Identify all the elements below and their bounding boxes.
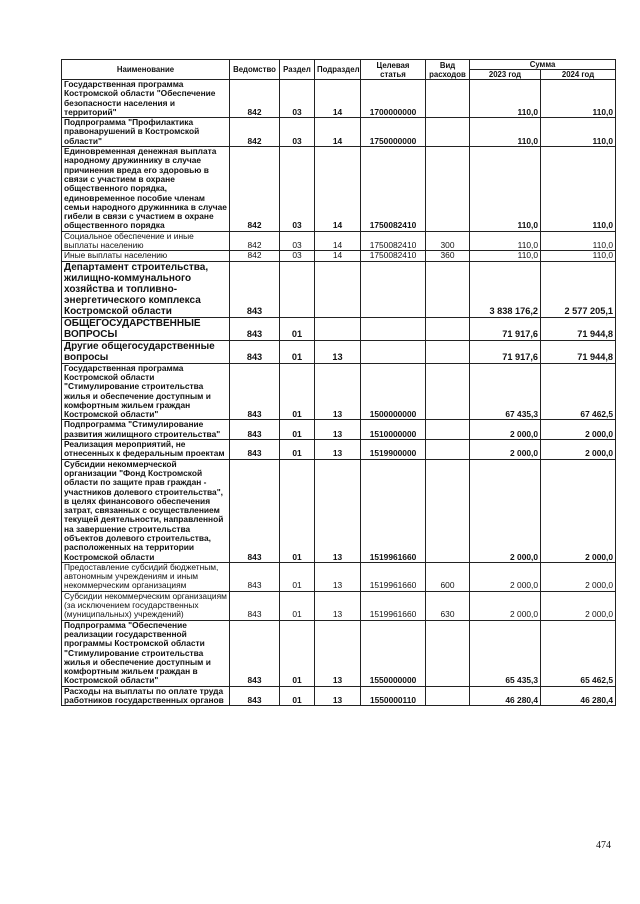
row-ministry: 843 [230, 620, 280, 686]
row-ministry: 843 [230, 317, 280, 340]
table-row [62, 231, 616, 251]
row-ministry: 842 [230, 118, 280, 147]
row-sum-2024: 2 577 205,1 [541, 261, 616, 317]
row-exp-type: 300 [426, 231, 470, 251]
row-section: 01 [280, 686, 315, 706]
row-ministry: 843 [230, 420, 280, 440]
row-sum-2023: 67 435,3 [470, 363, 541, 420]
row-sum-2023: 2 000,0 [470, 562, 541, 591]
row-section: 03 [280, 251, 315, 261]
row-exp-type [426, 686, 470, 706]
row-exp-type [426, 620, 470, 686]
row-exp-type [426, 440, 470, 460]
row-sum-2024: 67 462,5 [541, 363, 616, 420]
row-subsection: 13 [315, 459, 361, 562]
row-sum-2024: 2 000,0 [541, 591, 616, 620]
row-sum-2023: 2 000,0 [470, 440, 541, 460]
row-target: 1519961660 [361, 591, 426, 620]
row-subsection [315, 317, 361, 340]
row-sum-2023: 46 280,4 [470, 686, 541, 706]
row-name: Субсидии некоммерческим организациям (за исключением государственных (муниципальных) учреждений) [62, 591, 230, 620]
row-target: 1750082410 [361, 147, 426, 232]
row-target: 1700000000 [361, 80, 426, 118]
row-exp-type [426, 340, 470, 363]
row-exp-type: 360 [426, 251, 470, 261]
row-name: Подпрограмма "Профилактика правонарушений в Костромской области" [62, 118, 230, 147]
row-ministry: 843 [230, 591, 280, 620]
row-exp-type [426, 261, 470, 317]
row-target [361, 261, 426, 317]
row-target [361, 317, 426, 340]
row-sum-2023: 2 000,0 [470, 591, 541, 620]
table-row [62, 459, 616, 562]
table-row [62, 251, 616, 261]
row-exp-type [426, 118, 470, 147]
header-exp-type: Вид расходов [426, 60, 470, 80]
row-section [280, 261, 315, 317]
header-section: Раздел [280, 60, 315, 80]
row-target: 1750082410 [361, 251, 426, 261]
row-exp-type: 630 [426, 591, 470, 620]
row-sum-2024: 71 944,8 [541, 317, 616, 340]
row-sum-2024: 110,0 [541, 251, 616, 261]
table-row [62, 420, 616, 440]
row-section: 01 [280, 591, 315, 620]
row-name: Государственная программа Костромской области "Обеспечение безопасности населения и территорий" [62, 80, 230, 118]
row-sum-2023: 110,0 [470, 147, 541, 232]
row-target: 1750082410 [361, 231, 426, 251]
row-ministry: 843 [230, 562, 280, 591]
row-subsection: 13 [315, 363, 361, 420]
row-subsection: 14 [315, 118, 361, 147]
row-subsection: 13 [315, 686, 361, 706]
table-row [62, 340, 616, 363]
row-target: 1750000000 [361, 118, 426, 147]
table-row [62, 261, 616, 317]
row-name: Реализация мероприятий, не отнесенных к федеральным проектам [62, 440, 230, 460]
row-sum-2023: 2 000,0 [470, 420, 541, 440]
row-section: 01 [280, 562, 315, 591]
row-ministry: 843 [230, 363, 280, 420]
row-section: 03 [280, 80, 315, 118]
row-section: 01 [280, 459, 315, 562]
row-ministry: 842 [230, 80, 280, 118]
row-sum-2024: 110,0 [541, 80, 616, 118]
row-target [361, 340, 426, 363]
row-sum-2023: 71 917,6 [470, 317, 541, 340]
row-subsection: 13 [315, 440, 361, 460]
row-name: Подпрограмма "Обеспечение реализации государственной программы Костромской области "Стимулирование строительства жилья и обеспечение доступным и комфортным жильем граждан в Костромской области" [62, 620, 230, 686]
row-target: 1519961660 [361, 459, 426, 562]
row-subsection: 13 [315, 340, 361, 363]
row-name: Другие общегосударственные вопросы [62, 340, 230, 363]
row-ministry: 842 [230, 251, 280, 261]
row-subsection: 13 [315, 562, 361, 591]
row-exp-type [426, 363, 470, 420]
row-name: Единовременная денежная выплата народному дружиннику в случае причинения вреда его здоровью в связи с участием в охране общественного порядка, единовременное пособие членам семьи народного дружинника в случае гибели в связи с участием в охране общественного порядка [62, 147, 230, 232]
row-section: 03 [280, 147, 315, 232]
row-subsection: 13 [315, 620, 361, 686]
row-exp-type: 600 [426, 562, 470, 591]
table-row [62, 118, 616, 147]
row-sum-2024: 2 000,0 [541, 459, 616, 562]
table-row [62, 147, 616, 232]
table-row [62, 80, 616, 118]
row-sum-2023: 110,0 [470, 251, 541, 261]
row-sum-2024: 2 000,0 [541, 420, 616, 440]
header-sum: Сумма [470, 60, 616, 70]
row-name: Департамент строительства, жилищно-коммунального хозяйства и топливно-энергетического комплекса Костромской области [62, 261, 230, 317]
row-sum-2024: 110,0 [541, 147, 616, 232]
row-name: Подпрограмма "Стимулирование развития жилищного строительства" [62, 420, 230, 440]
row-ministry: 842 [230, 231, 280, 251]
row-sum-2024: 110,0 [541, 231, 616, 251]
row-subsection: 14 [315, 147, 361, 232]
row-ministry: 842 [230, 147, 280, 232]
row-target: 1510000000 [361, 420, 426, 440]
table-row [62, 591, 616, 620]
row-sum-2024: 2 000,0 [541, 440, 616, 460]
row-subsection: 14 [315, 251, 361, 261]
row-ministry: 843 [230, 440, 280, 460]
row-ministry: 843 [230, 686, 280, 706]
row-sum-2023: 65 435,3 [470, 620, 541, 686]
header-subsection: Подраздел [315, 60, 361, 80]
row-ministry: 843 [230, 261, 280, 317]
table-row [62, 562, 616, 591]
row-subsection: 13 [315, 420, 361, 440]
row-target: 1550000000 [361, 620, 426, 686]
row-section: 01 [280, 620, 315, 686]
row-exp-type [426, 459, 470, 562]
row-section: 03 [280, 118, 315, 147]
row-section: 01 [280, 440, 315, 460]
row-section: 01 [280, 363, 315, 420]
row-sum-2023: 110,0 [470, 118, 541, 147]
row-section: 01 [280, 420, 315, 440]
page-number: 474 [596, 840, 611, 851]
row-section: 03 [280, 231, 315, 251]
row-name: Субсидии некоммерческой организации "Фонд Костромской области по защите прав граждан - участников долевого строительства", в целях финансового обеспечения затрат, связанных с осуществлением текущей деятельности, направленной на завершение строительства объектов долевого строительства, расположенных на территории Костромской области [62, 459, 230, 562]
row-section: 01 [280, 340, 315, 363]
row-ministry: 843 [230, 340, 280, 363]
row-sum-2023: 2 000,0 [470, 459, 541, 562]
row-name: Предоставление субсидий бюджетным, автономным учреждениям и иным некоммерческим организациям [62, 562, 230, 591]
row-name: ОБЩЕГОСУДАРСТВЕННЫЕ ВОПРОСЫ [62, 317, 230, 340]
header-name: Наименование [62, 60, 230, 80]
row-sum-2024: 2 000,0 [541, 562, 616, 591]
header-year-2024: 2024 год [541, 70, 616, 80]
budget-table [61, 59, 616, 706]
row-target: 1519961660 [361, 562, 426, 591]
row-sum-2024: 71 944,8 [541, 340, 616, 363]
row-name: Иные выплаты населению [62, 251, 230, 261]
table-row [62, 317, 616, 340]
row-sum-2024: 46 280,4 [541, 686, 616, 706]
row-sum-2023: 110,0 [470, 80, 541, 118]
row-subsection [315, 261, 361, 317]
row-subsection: 14 [315, 80, 361, 118]
row-exp-type [426, 317, 470, 340]
row-section: 01 [280, 317, 315, 340]
row-subsection: 14 [315, 231, 361, 251]
row-exp-type [426, 420, 470, 440]
row-target: 1550000110 [361, 686, 426, 706]
row-exp-type [426, 147, 470, 232]
row-subsection: 13 [315, 591, 361, 620]
table-row [62, 686, 616, 706]
row-ministry: 843 [230, 459, 280, 562]
header-ministry: Ведомство [230, 60, 280, 80]
row-sum-2024: 110,0 [541, 118, 616, 147]
row-target: 1519900000 [361, 440, 426, 460]
row-target: 1500000000 [361, 363, 426, 420]
row-sum-2023: 110,0 [470, 231, 541, 251]
table-row [62, 620, 616, 686]
row-name: Расходы на выплаты по оплате труда работников государственных органов [62, 686, 230, 706]
row-sum-2024: 65 462,5 [541, 620, 616, 686]
row-sum-2023: 71 917,6 [470, 340, 541, 363]
header-target: Целевая статья [361, 60, 426, 80]
row-exp-type [426, 80, 470, 118]
table-row [62, 440, 616, 460]
row-sum-2023: 3 838 176,2 [470, 261, 541, 317]
row-name: Государственная программа Костромской области "Стимулирование строительства жилья и обеспечение доступным и комфортным жильем граждан Костромской области" [62, 363, 230, 420]
header-year-2023: 2023 год [470, 70, 541, 80]
table-row [62, 363, 616, 420]
row-name: Социальное обеспечение и иные выплаты населению [62, 231, 230, 251]
